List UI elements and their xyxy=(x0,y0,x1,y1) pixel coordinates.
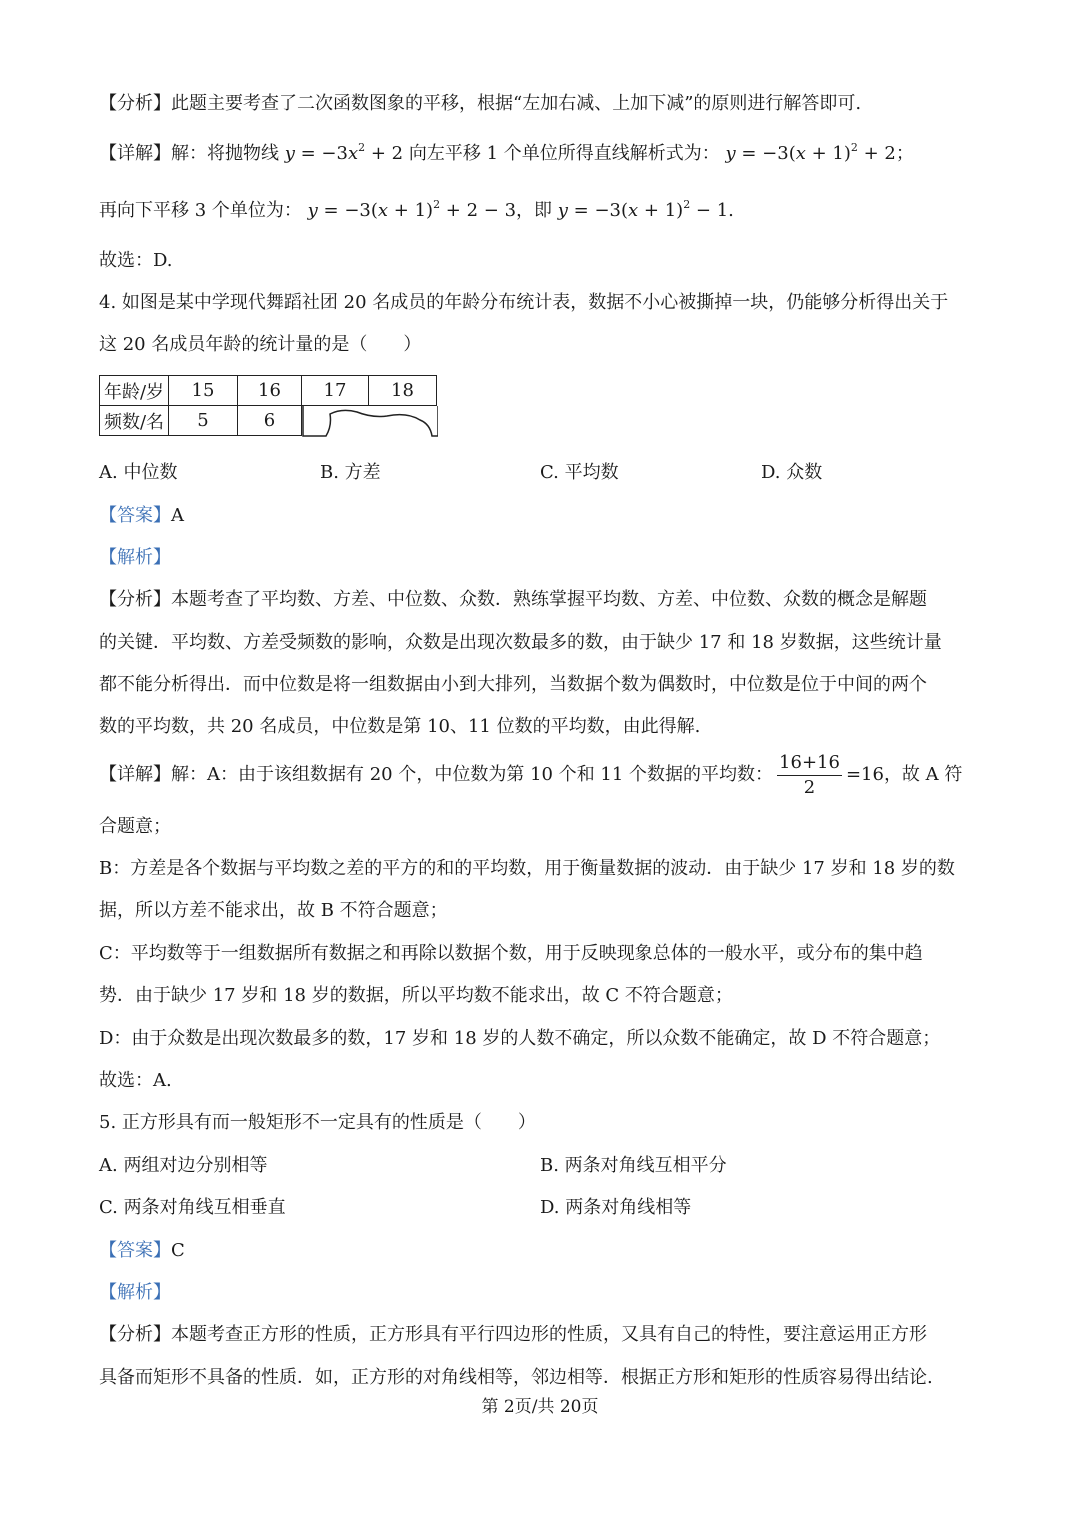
q5-option-c: C. 两条对角线互相垂直 xyxy=(99,1197,286,1218)
q5-analysis-2: 具备而矩形不具备的性质．如，正方形的对角线相等，邻边相等．根据正方形和矩形的性质容易得出结论. xyxy=(99,1367,933,1388)
formula-result: $y = -3(x + 1)^2 - 1$ xyxy=(557,198,729,221)
q4-detail-a-cont: 合题意； xyxy=(99,816,171,837)
q4-detail-a: 【详解】解：A：由于该组数据有 20 个，中位数为第 10 个和 11 个数据的平均数： $\frac{16+16}{2}$ =16，故 A 符 xyxy=(99,751,963,798)
q4-detail-b-2: 据，所以方差不能求出，故 B 不符合题意； xyxy=(99,900,448,921)
q4-analysis-3: 都不能分析得出．而中位数是将一组数据由小到大排列，当数据个数为偶数时，中位数是位于中间的两个 xyxy=(99,674,927,695)
table-cell: 16 xyxy=(238,376,302,406)
table-header-age: 年龄/岁 xyxy=(100,376,169,406)
q4-answer: 【答案】A xyxy=(99,505,184,526)
formula-shift-left: $y = -3(x + 1)^2 + 2$ xyxy=(725,141,896,164)
q5-option-b: B. 两条对角线互相平分 xyxy=(540,1155,727,1176)
q5-jiexi: 【解析】 xyxy=(99,1282,171,1303)
table-cell: 6 xyxy=(238,406,302,436)
table-cell: 15 xyxy=(169,376,238,406)
table-cell: 18 xyxy=(369,376,437,406)
q4-stem-1: 4. 如图是某中学现代舞蹈社团 20 名成员的年龄分布统计表，数据不小心被撕掉一块，仍能够分析得出关于 xyxy=(99,292,949,313)
table-cell: 5 xyxy=(169,406,238,436)
q4-stem-2: 这 20 名成员年龄的统计量的是（ ） xyxy=(99,334,422,355)
q4-detail-b-1: B：方差是各个数据与平均数之差的平方的和的平均数，用于衡量数据的波动．由于缺少 17 岁和 18 岁的数 xyxy=(99,858,955,879)
q4-jiexi: 【解析】 xyxy=(99,547,171,568)
q5-option-a: A. 两组对边分别相等 xyxy=(99,1155,268,1176)
torn-area xyxy=(302,406,437,436)
table-cell: 17 xyxy=(302,376,369,406)
q4-analysis-4: 数的平均数，共 20 名成员，中位数是第 10、11 位数的平均数，由此得解. xyxy=(99,716,701,737)
q4-analysis-1: 【分析】本题考查了平均数、方差、中位数、众数．熟练掌握平均数、方差、中位数、众数的概念是解题 xyxy=(99,589,927,610)
formula-shift-down: $y = -3(x + 1)^2 + 2 - 3$ xyxy=(307,198,517,221)
q4-option-a: A. 中位数 xyxy=(99,462,178,483)
q4-choice: 故选：A. xyxy=(99,1070,172,1091)
formula-parabola: $y = -3x^2 + 2$ xyxy=(284,141,404,164)
torn-edge-icon xyxy=(302,406,438,437)
fraction-median: $\frac{16+16}{2}$ xyxy=(779,751,840,798)
q3-detail: 【详解】解：将抛物线 $y = -3x^2 + 2$ 向左平移 1 个单位所得直线解析式为： $y = -3(x + 1)^2 + 2$； xyxy=(99,141,914,164)
table-header-freq: 频数/名 xyxy=(100,406,169,436)
q4-analysis-2: 的关键．平均数、方差受频数的影响，众数是出现次数最多的数，由于缺少 17 和 18 岁数据，这些统计量 xyxy=(99,632,942,653)
q4-detail-c-2: 势．由于缺少 17 岁和 18 岁的数据，所以平均数不能求出，故 C 不符合题意； xyxy=(99,985,733,1006)
q3-analysis: 【分析】此题主要考查了二次函数图象的平移，根据“左加右减、上加下减”的原则进行解答即可. xyxy=(99,93,862,114)
q5-option-d: D. 两条对角线相等 xyxy=(540,1197,692,1218)
q5-stem: 5. 正方形具有而一般矩形不一定具有的性质是（ ） xyxy=(99,1112,536,1133)
q5-answer: 【答案】C xyxy=(99,1240,185,1261)
q4-option-d: D. 众数 xyxy=(761,462,823,483)
q4-option-c: C. 平均数 xyxy=(540,462,619,483)
q3-choice: 故选：D. xyxy=(99,250,173,271)
q4-option-b: B. 方差 xyxy=(320,462,381,483)
page-footer: 第 2页/共 20页 xyxy=(481,1397,599,1417)
q4-detail-d: D：由于众数是出现次数最多的数，17 岁和 18 岁的人数不确定，所以众数不能确定，故 D 不符合题意； xyxy=(99,1028,941,1049)
q3-line2: 再向下平移 3 个单位为： $y = -3(x + 1)^2 + 2 - 3$，即 $y = -3(x + 1)^2 - 1$. xyxy=(99,198,734,221)
age-frequency-table xyxy=(99,375,437,436)
q5-analysis-1: 【分析】本题考查正方形的性质，正方形具有平行四边形的性质，又具有自己的特性，要注意运用正方形 xyxy=(99,1324,927,1345)
q4-detail-c-1: C：平均数等于一组数据所有数据之和再除以数据个数，用于反映现象总体的一般水平，或分布的集中趋 xyxy=(99,943,923,964)
